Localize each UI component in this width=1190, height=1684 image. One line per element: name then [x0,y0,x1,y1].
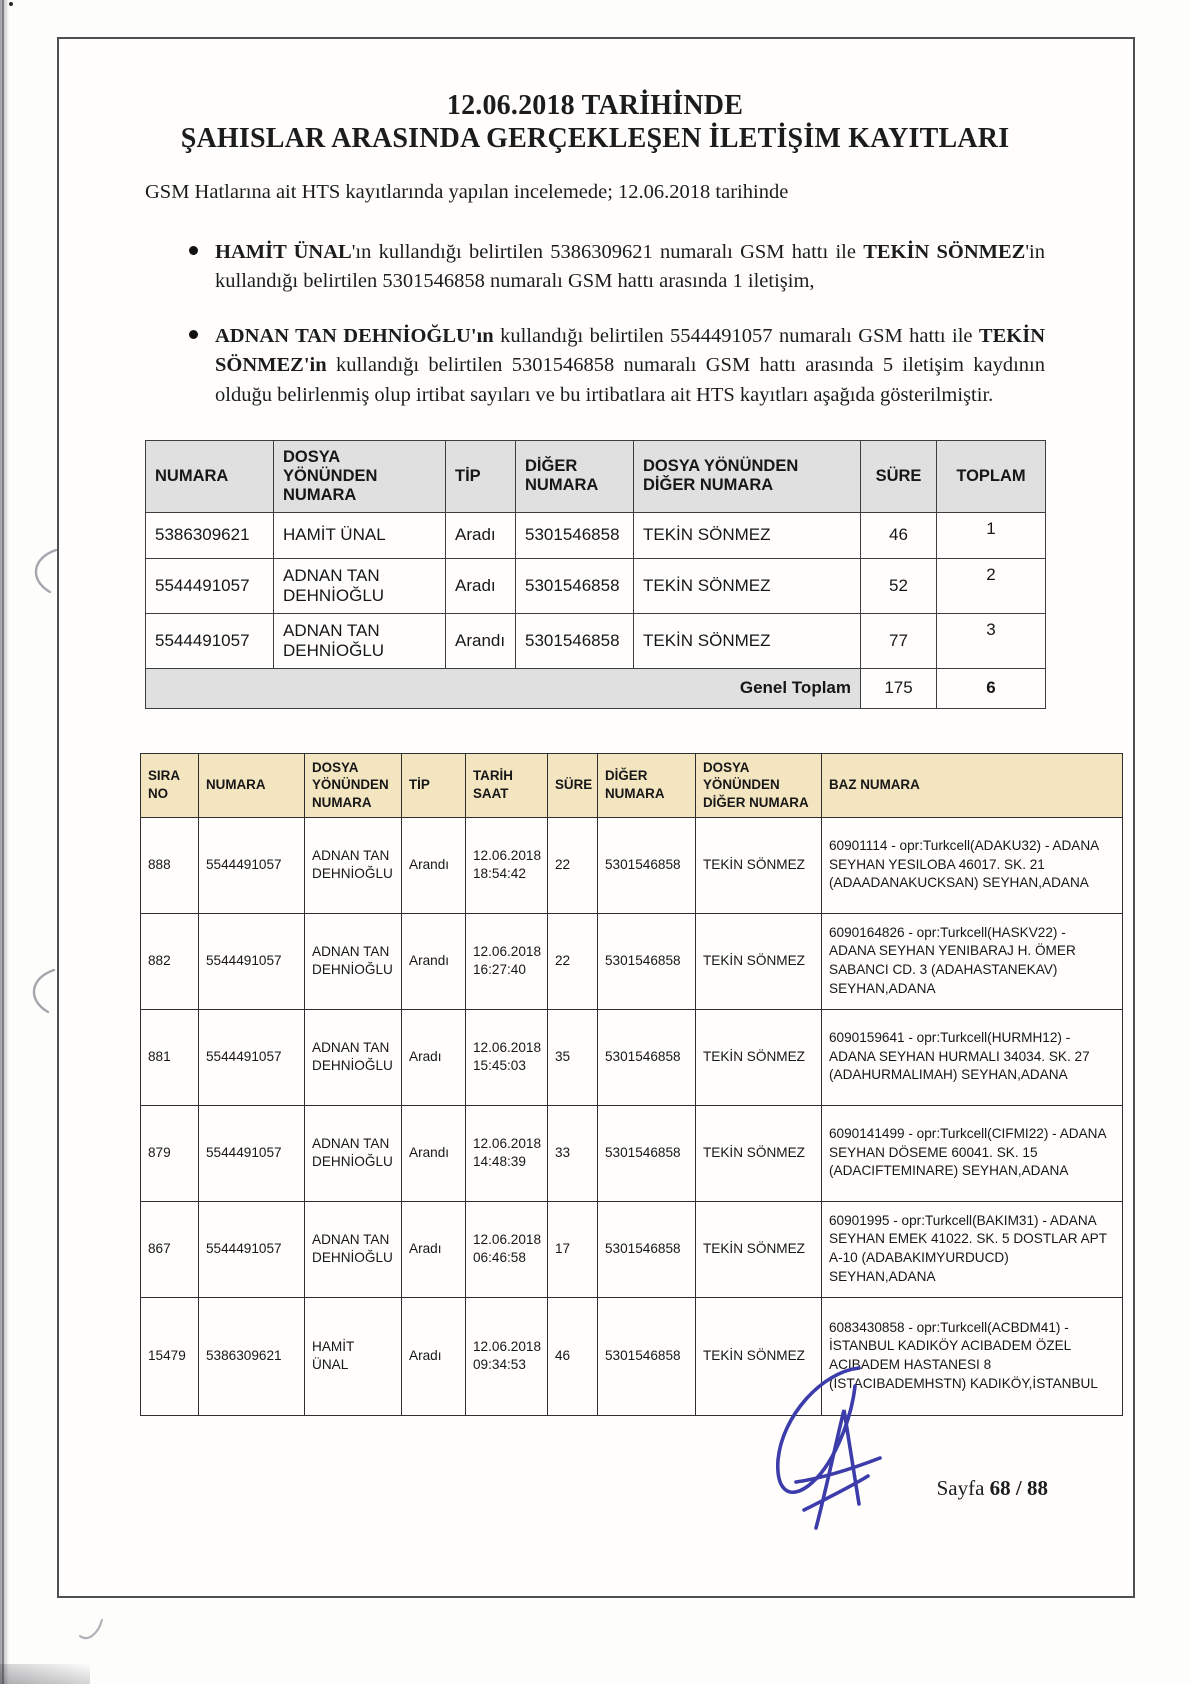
cell-dosya-diger: TEKİN SÖNMEZ [634,613,861,668]
table-row [141,913,1123,1009]
bullet-text: 'in kullandığı belirtilen 5301546858 numaralı GSM hattı arasında 1 iletişim, [215,241,1045,293]
total-sure: 175 [861,668,937,708]
cell-tarih-saat [466,1297,548,1415]
column-header: TİP [446,440,516,512]
cell-numara: 5386309621 [199,1297,305,1415]
cell-tip: Aradı [446,558,516,613]
cell-numara: 5544491057 [199,1105,305,1201]
title-line-1: 12.06.2018 TARİHİNDE [446,90,744,121]
cell-toplam: 1 [937,512,1046,558]
cell-sure: 22 [548,913,598,1009]
cell-sira: 879 [141,1105,199,1201]
cell-baz: 6090164826 - opr:Turkcell(HASKV22) - ADANA SEYHAN YENIBARAJ H. ÖMER SABANCI CD. 3 (ADAHASTANEKAV) SEYHAN,ADANA [822,913,1123,1009]
page-number-value: 68 / 88 [989,1476,1048,1500]
column-header: SÜRE [861,440,937,512]
column-header: SÜRE [548,753,598,817]
cell-diger: 5301546858 [516,512,634,558]
cell-numara: 5544491057 [199,913,305,1009]
table-row [141,817,1123,913]
cell-dosya-diger: TEKİN SÖNMEZ [696,1105,822,1201]
cell-sira: 15479 [141,1297,199,1415]
column-header: BAZ NUMARA [822,753,1123,817]
cell-toplam: 3 [937,613,1046,668]
scan-corner-smudge [0,1664,90,1684]
column-header: DİĞER NUMARA [598,753,696,817]
cell-numara: 5544491057 [146,558,274,613]
scan-mark-icon [78,1618,108,1644]
table-row [141,1105,1123,1201]
cell-dosya-diger: TEKİN SÖNMEZ [634,512,861,558]
cell-tip: Arandı [402,1105,466,1201]
detail-table [140,753,1123,1416]
cell-baz: 6083430858 - opr:Turkcell(ACBDM41) - İSTANBUL KADIKÖY ACIBADEM ÖZEL ACIBADEM HASTANESI 8 (ISTACIBADEMHSTN) KADIKÖY,İSTANBUL [822,1297,1123,1415]
bullet-dot-icon [189,246,198,255]
column-header: DOSYA YÖNÜNDEN DİĞER NUMARA [634,440,861,512]
cell-diger: 5301546858 [598,913,696,1009]
page-number-label: Sayfa [936,1476,985,1500]
column-header: NUMARA [199,753,305,817]
cell-dosya-numara: ADNAN TAN DEHNİOĞLU [274,613,446,668]
cell-toplam: 2 [937,558,1046,613]
cell-numara: 5544491057 [199,817,305,913]
cell-numara: 5544491057 [199,1201,305,1297]
cell-tarih-saat [466,913,548,1009]
summary-total-row [146,668,1046,708]
table-row [146,558,1046,613]
cell-baz: 60901995 - opr:Turkcell(BAKIM31) - ADANA SEYHAN EMEK 41022. SK. 5 DOSTLAR APT A-10 (ADABAKIMYURDUCD) SEYHAN,ADANA [822,1201,1123,1297]
bullet-text: kullandığı belirtilen 5301546858 numaralı GSM hattı arasında 5 iletişim kaydının olduğu belirlenmiş olup irtibat sayıları ve bu irtibatlara ait HTS kayıtları aşağıda gösterilmiştir. [215,354,1045,406]
bullet-text-bold: ADNAN TAN DEHNİOĞLU'ın [215,325,494,348]
column-header: TARİH SAAT [466,753,548,817]
cell-dosya-numara: ADNAN TAN DEHNİOĞLU [305,817,402,913]
total-label: Genel Toplam [146,668,861,708]
cell-tip: Arandı [402,913,466,1009]
bullet-item [189,322,1045,409]
cell-sure: 35 [548,1009,598,1105]
column-header: TİP [402,753,466,817]
column-header: NUMARA [146,440,274,512]
cell-saat: 06:46:58 [473,1250,526,1266]
table-row [146,613,1046,668]
cell-diger: 5301546858 [598,1201,696,1297]
cell-sira: 881 [141,1009,199,1105]
cell-sure: 52 [861,558,937,613]
cell-tip: Aradı [402,1297,466,1415]
bullet-item [189,238,1045,296]
cell-saat: 15:45:03 [473,1058,526,1074]
cell-tarih: 12.06.2018 [473,1339,542,1355]
total-toplam: 6 [937,668,1046,708]
bullet-text-bold: TEKİN SÖNMEZ [863,241,1026,264]
bullet-list [145,238,1045,410]
cell-sure: 46 [861,512,937,558]
cell-tip: Arandı [402,817,466,913]
cell-tarih: 12.06.2018 [473,944,542,960]
table-row [141,1201,1123,1297]
cell-diger: 5301546858 [516,613,634,668]
cell-sure: 46 [548,1297,598,1415]
cell-tarih-saat [466,1201,548,1297]
title-line-2: ŞAHISLAR ARASINDA GERÇEKLEŞEN İLETİŞİM KAYITLARI [180,123,1010,155]
cell-tip: Aradı [446,512,516,558]
cell-sure: 33 [548,1105,598,1201]
cell-tip: Aradı [402,1009,466,1105]
cell-sure: 77 [861,613,937,668]
cell-tarih-saat [466,1105,548,1201]
cell-dosya-diger: TEKİN SÖNMEZ [696,913,822,1009]
column-header: DOSYA YÖNÜNDEN NUMARA [274,440,446,512]
cell-tarih: 12.06.2018 [473,1232,542,1248]
summary-header-row [146,440,1046,512]
cell-diger: 5301546858 [598,817,696,913]
bullet-text: kullandığı belirtilen 5544491057 numaralı GSM hattı ile [493,325,979,348]
column-header: DİĞER NUMARA [516,440,634,512]
cell-tarih: 12.06.2018 [473,1136,542,1152]
cell-numara: 5544491057 [146,613,274,668]
cell-sure: 22 [548,817,598,913]
table-row [141,1297,1123,1415]
cell-sira: 888 [141,817,199,913]
table-row [146,512,1046,558]
scan-edge-line [2,0,4,1684]
scan-speck [9,2,13,6]
cell-baz: 60901114 - opr:Turkcell(ADAKU32) - ADANA SEYHAN YESILOBA 46017. SK. 21 (ADAADANAKUCKSAN) SEYHAN,ADANA [822,817,1123,913]
column-header: DOSYA YÖNÜNDEN NUMARA [305,753,402,817]
cell-sure: 17 [548,1201,598,1297]
table-row [141,1009,1123,1105]
column-header: SIRA NO [141,753,199,817]
cell-dosya-numara: ADNAN TAN DEHNİOĞLU [305,1105,402,1201]
cell-saat: 14:48:39 [473,1154,526,1170]
cell-dosya-diger: TEKİN SÖNMEZ [696,817,822,913]
page-title [145,89,1045,155]
signature-scribble-icon [756,1358,896,1533]
cell-diger: 5301546858 [516,558,634,613]
cell-baz: 6090159641 - opr:Turkcell(HURMH12) - ADANA SEYHAN HURMALI 34034. SK. 27 (ADAHURMALIMAH) SEYHAN,ADANA [822,1009,1123,1105]
bullet-text-bold: TEKİN SÖNMEZ'in [215,325,1045,377]
cell-dosya-numara: ADNAN TAN DEHNİOĞLU [305,1201,402,1297]
cell-dosya-numara: ADNAN TAN DEHNİOĞLU [305,913,402,1009]
detail-header-row [141,753,1123,817]
cell-diger: 5301546858 [598,1105,696,1201]
cell-tarih-saat [466,817,548,913]
cell-diger: 5301546858 [598,1009,696,1105]
bullet-text-bold: HAMİT ÜNAL [215,241,352,264]
cell-sira: 882 [141,913,199,1009]
cell-dosya-diger: TEKİN SÖNMEZ [696,1009,822,1105]
cell-saat: 18:54:42 [473,866,526,882]
scan-mark-icon [22,966,62,1018]
cell-dosya-diger: TEKİN SÖNMEZ [634,558,861,613]
cell-tip: Aradı [402,1201,466,1297]
cell-dosya-numara: ADNAN TAN DEHNİOĞLU [274,558,446,613]
cell-tarih: 12.06.2018 [473,848,542,864]
cell-baz: 6090141499 - opr:Turkcell(CIFMI22) - ADANA SEYHAN DÖSEME 60041. SK. 15 (ADACIFTEMINARE) SEYHAN,ADANA [822,1105,1123,1201]
cell-dosya-diger: TEKİN SÖNMEZ [696,1201,822,1297]
cell-tip: Arandı [446,613,516,668]
cell-dosya-diger: TEKİN SÖNMEZ [696,1297,822,1415]
cell-sira: 867 [141,1201,199,1297]
bullet-dot-icon [189,330,198,339]
page-number [937,1476,1048,1501]
cell-dosya-numara: ADNAN TAN DEHNİOĞLU [305,1009,402,1105]
page-frame [57,37,1135,1598]
cell-numara: 5544491057 [199,1009,305,1105]
cell-saat: 09:34:53 [473,1357,526,1373]
column-header: DOSYA YÖNÜNDEN DİĞER NUMARA [696,753,822,817]
bullet-text: 'ın kullandığı belirtilen 5386309621 numaralı GSM hattı ile [351,241,864,264]
cell-saat: 16:27:40 [473,962,526,978]
cell-tarih-saat [466,1009,548,1105]
cell-diger: 5301546858 [598,1297,696,1415]
column-header: TOPLAM [937,440,1046,512]
cell-dosya-numara: HAMİT ÜNAL [274,512,446,558]
cell-numara: 5386309621 [146,512,274,558]
summary-table [145,440,1046,709]
intro-text: GSM Hatlarına ait HTS kayıtlarında yapılan incelemede; 12.06.2018 tarihinde [145,181,789,204]
cell-dosya-numara: HAMİT ÜNAL [305,1297,402,1415]
cell-tarih: 12.06.2018 [473,1040,542,1056]
